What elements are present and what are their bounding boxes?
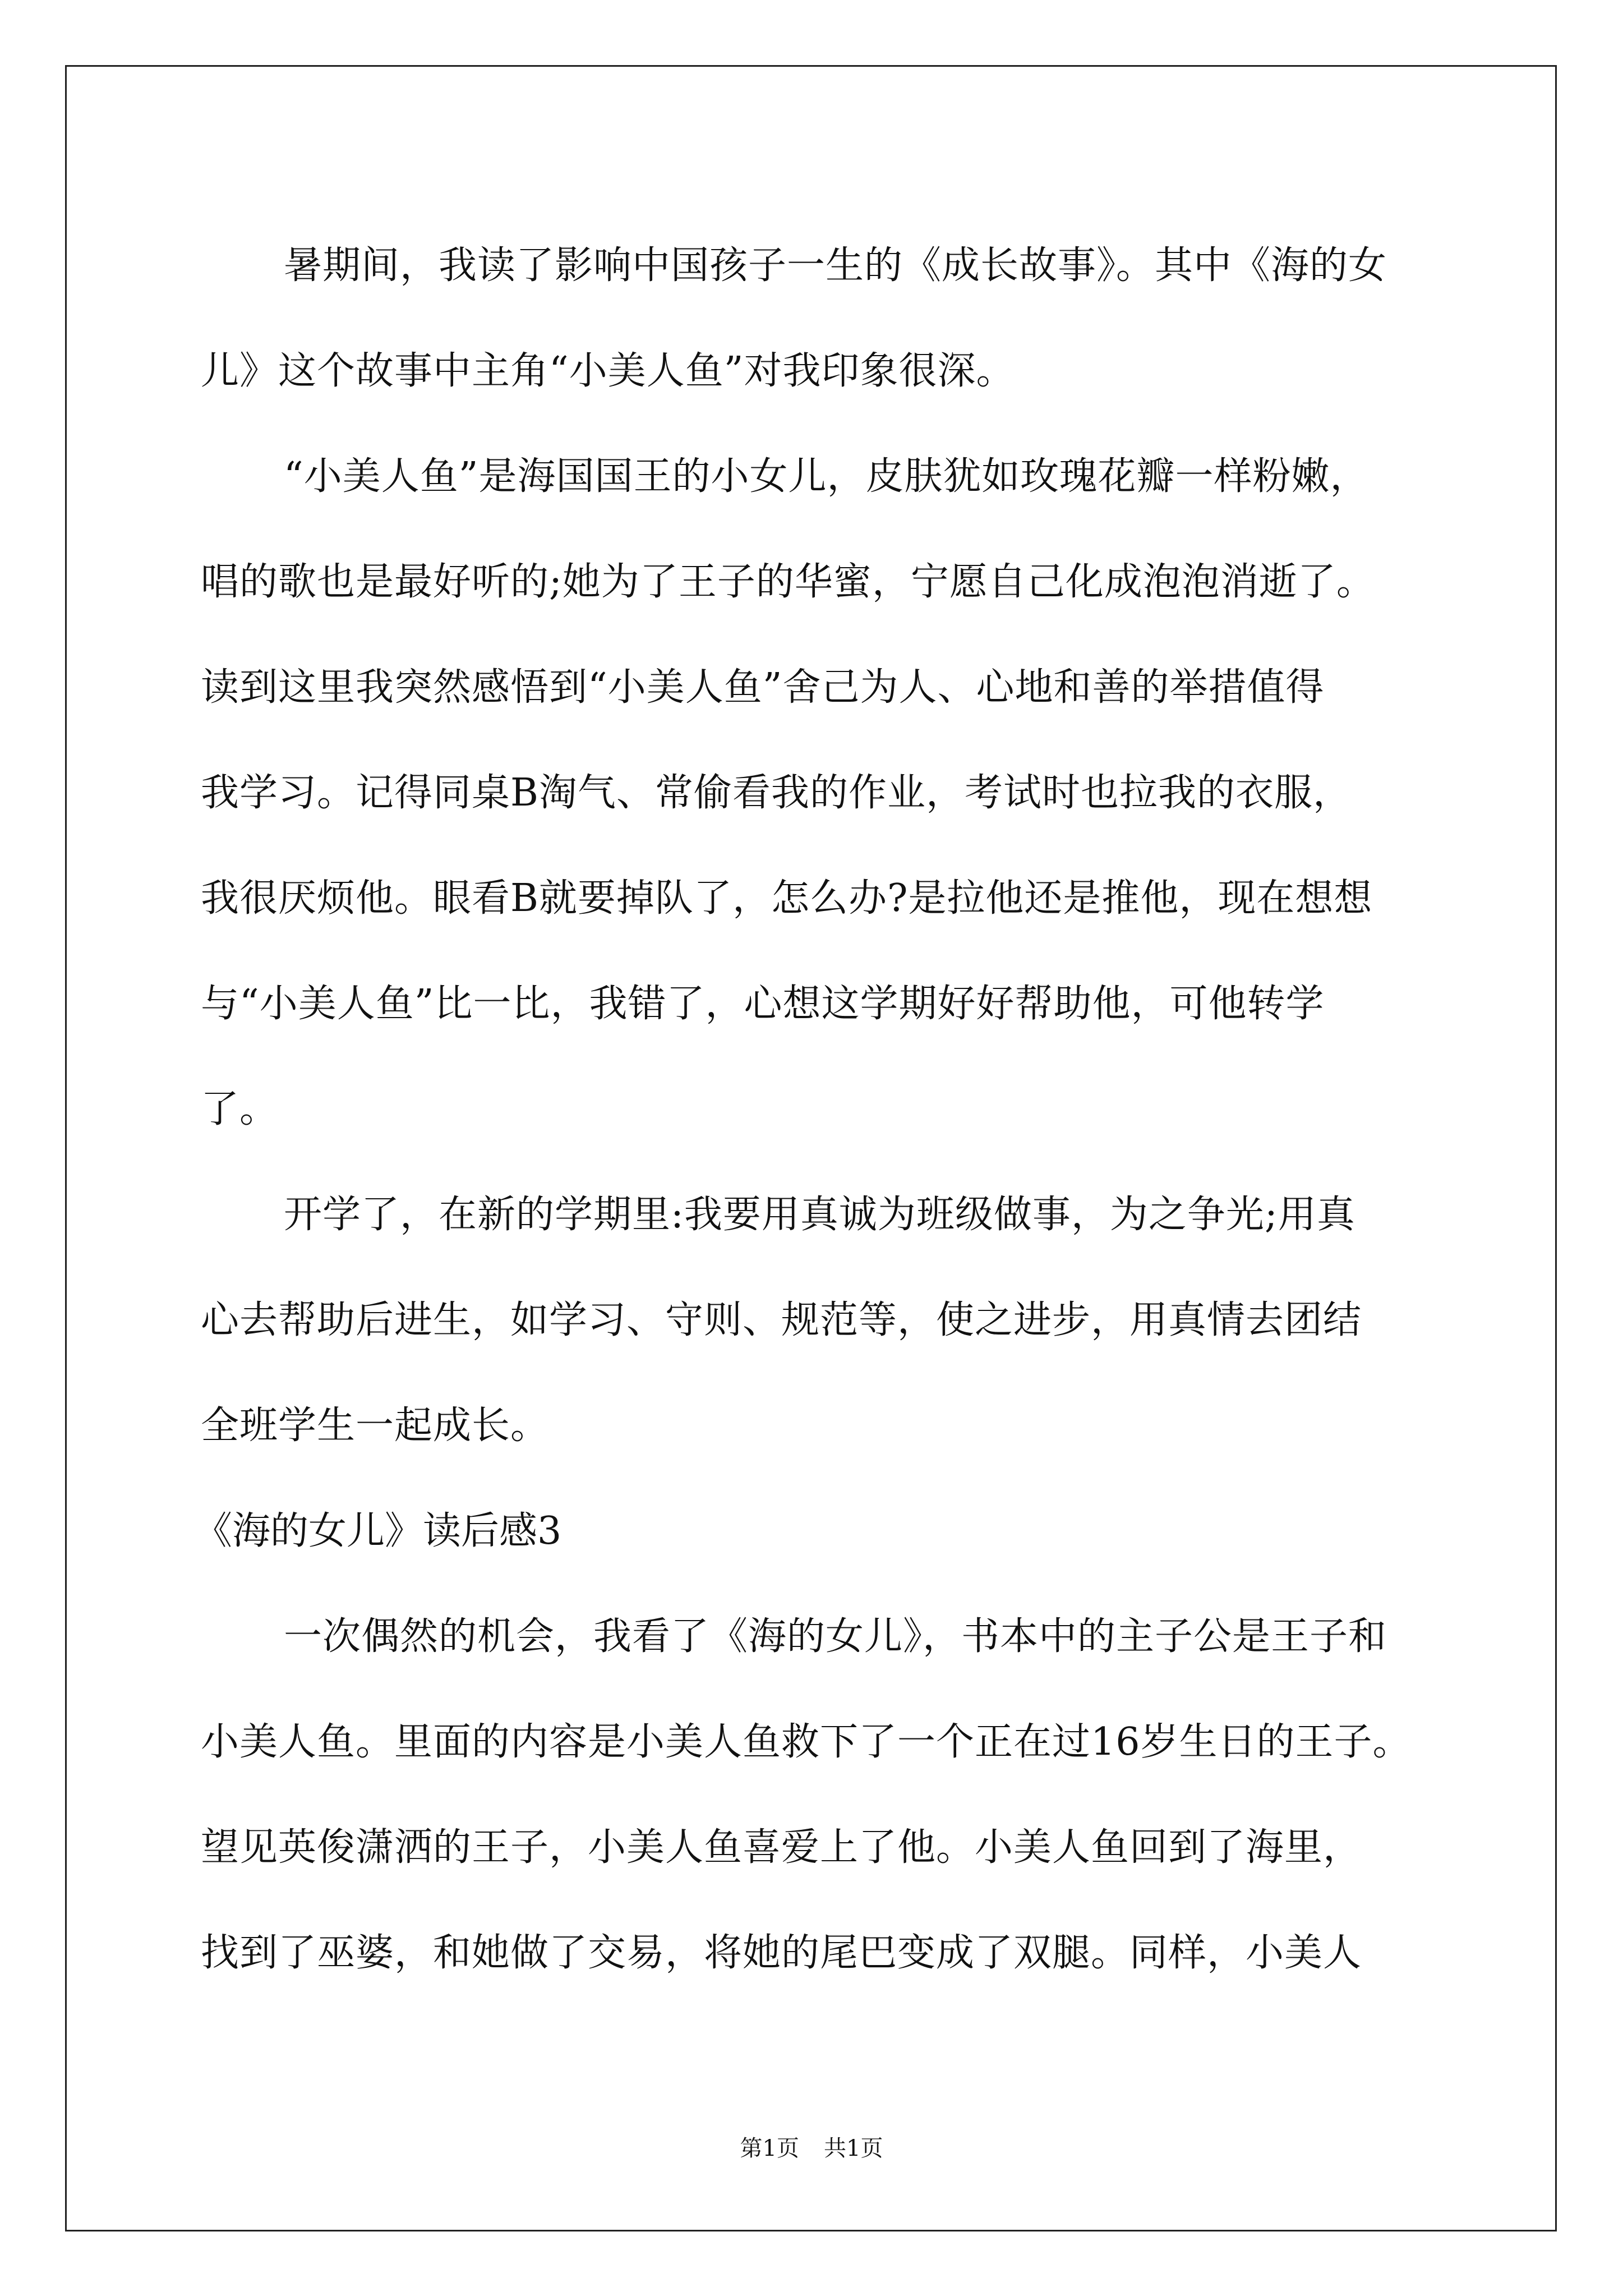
text-line: 开学了，在新的学期里:我要用真诚为班级做事，为之争光;用真 (284, 1193, 1355, 1237)
paragraph-4 (201, 1584, 1435, 2006)
text-line: “小美人鱼”是海国国王的小女儿，皮肤犹如玫瑰花瓣一样粉嫩， (284, 454, 1369, 499)
text-line: 我很厌烦他。眼看B就要掉队了，怎么办?是拉他还是推他，现在想想 (201, 876, 1373, 921)
paragraph-3 (201, 1162, 1435, 1479)
text-line: 读到这里我突然感悟到“小美人鱼”舍己为人、心地和善的举措值得 (201, 665, 1325, 710)
paragraph-1 (201, 213, 1435, 424)
text-line: 儿》这个故事中主角“小美人鱼”对我印象很深。 (201, 349, 1015, 393)
text-line: 了。 (201, 1087, 279, 1131)
page-number: 第1页 (740, 2136, 799, 2161)
text-line: 找到了巫婆，和她做了交易，将她的尾巴变成了双腿。同样，小美人 (201, 1931, 1362, 1975)
text-line: 唱的歌也是最好听的;她为了王子的华蜜，宁愿自己化成泡泡消逝了。 (201, 560, 1375, 604)
text-line: 一次偶然的机会，我看了《海的女儿》，书本中的主子公是王子和 (284, 1614, 1387, 1659)
text-line: 暑期间，我读了影响中国孩子一生的《成长故事》。其中《海的女 (284, 243, 1387, 288)
text-line: 全班学生一起成长。 (201, 1404, 550, 1448)
text-line: 与“小美人鱼”比一比，我错了，心想这学期好好帮助他，可他转学 (201, 982, 1325, 1026)
text-line: 望见英俊潇洒的王子，小美人鱼喜爱上了他。小美人鱼回到了海里， (201, 1825, 1362, 1870)
text-line: 小美人鱼。里面的内容是小美人鱼救下了一个正在过16岁生日的王子。 (201, 1720, 1412, 1764)
text-line: 我学习。记得同桌B淘气、常偷看我的作业，考试时也拉我的衣服， (201, 771, 1352, 815)
document-body (194, 213, 1435, 2006)
text-line: 心去帮助后进生，如学习、守则、规范等，使之进步，用真情去团结 (201, 1298, 1362, 1342)
section-heading: 《海的女儿》读后感3 (194, 1509, 562, 1553)
paragraph-2 (201, 424, 1435, 1162)
page-total: 共1页 (824, 2136, 883, 2161)
page-footer (0, 2132, 1623, 2165)
